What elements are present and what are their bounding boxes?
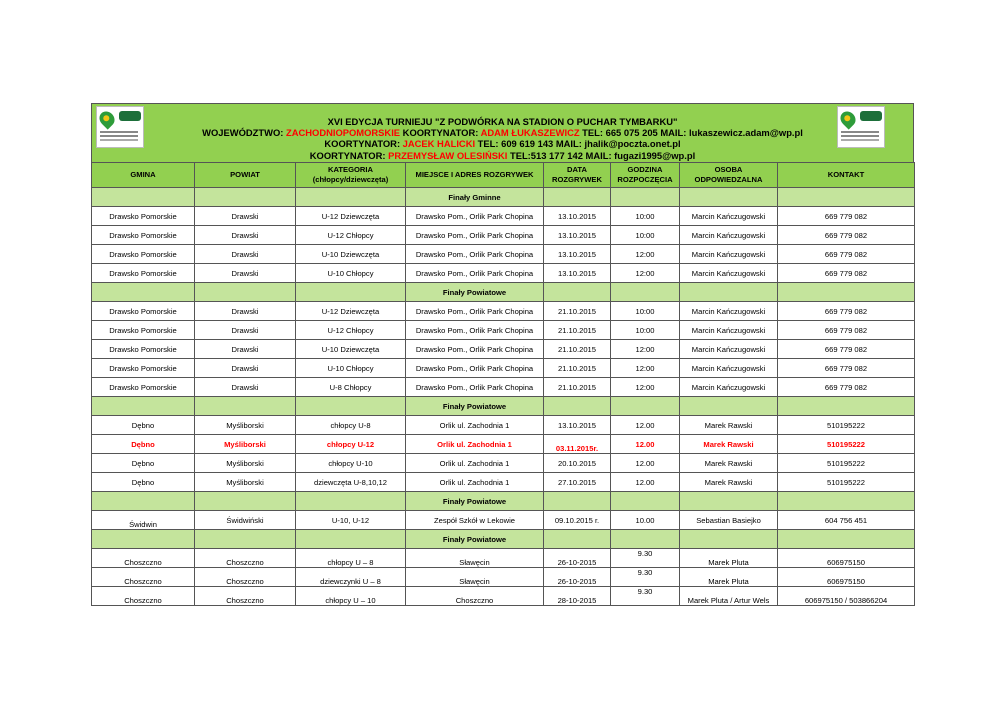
cell-data: 26-10-2015	[544, 568, 611, 587]
cell-powiat: Świdwiński	[195, 511, 296, 530]
cell-miejsce: Sławęcin	[406, 549, 544, 568]
cell-miejsce: Drawsko Pom., Orlik Park Chopina	[406, 226, 544, 245]
cell-osoba: Sebastian Basiejko	[680, 511, 778, 530]
section-empty-cell	[544, 188, 611, 207]
section-empty-cell	[544, 530, 611, 549]
cell-gmina: Choszczno	[92, 549, 195, 568]
cell-kategoria: U-8 Chłopcy	[296, 378, 406, 397]
cell-osoba: Marcin Kańczugowski	[680, 207, 778, 226]
column-header-kategoria	[296, 163, 406, 188]
section-empty-cell	[195, 530, 296, 549]
cell-data: 13.10.2015	[544, 226, 611, 245]
column-header-text: OSOBA	[714, 165, 743, 174]
column-header-text: KONTAKT	[827, 170, 865, 179]
cell-gmina: Drawsko Pomorskie	[92, 245, 195, 264]
cell-osoba: Marek Pluta	[680, 549, 778, 568]
cell-gmina: Choszczno	[92, 587, 195, 606]
cell-gmina: Drawsko Pomorskie	[92, 302, 195, 321]
cell-data: 28-10-2015	[544, 587, 611, 606]
column-header-text: DATA	[567, 165, 587, 174]
cell-kategoria: U-10 Chłopcy	[296, 359, 406, 378]
cell-gmina: Drawsko Pomorskie	[92, 207, 195, 226]
cell-kontakt: 510195222	[778, 473, 915, 492]
cell-data: 21.10.2015	[544, 340, 611, 359]
section-empty-cell	[680, 397, 778, 416]
cell-gmina: Dębno	[92, 473, 195, 492]
cell-data: 21.10.2015	[544, 302, 611, 321]
cell-powiat: Drawski	[195, 207, 296, 226]
section-empty-cell	[296, 530, 406, 549]
table-row	[92, 302, 915, 321]
schedule-sheet	[91, 103, 914, 606]
schedule-table	[91, 162, 915, 606]
cell-osoba: Marcin Kańczugowski	[680, 359, 778, 378]
cell-gmina: Drawsko Pomorskie	[92, 264, 195, 283]
section-row	[92, 188, 915, 207]
header-text: KOORTYNATOR:	[324, 138, 403, 149]
cell-kategoria: U-10, U-12	[296, 511, 406, 530]
cell-miejsce: Drawsko Pom., Orlik Park Chopina	[406, 378, 544, 397]
cell-miejsce: Orlik ul. Zachodnia 1	[406, 473, 544, 492]
cell-osoba: Marek Pluta	[680, 568, 778, 587]
cell-osoba: Marek Rawski	[680, 416, 778, 435]
cell-powiat: Drawski	[195, 302, 296, 321]
cell-kategoria: dziewczynki U – 8	[296, 568, 406, 587]
section-empty-cell	[92, 492, 195, 511]
column-header-subtext: ODPOWIEDZALNA	[694, 175, 763, 184]
section-label: Finały Powiatowe	[406, 530, 544, 549]
cell-data: 21.10.2015	[544, 321, 611, 340]
column-header-subtext: (chłopcy/dziewczęta)	[312, 175, 389, 184]
column-header-subtext: ROZGRYWEK	[552, 175, 602, 184]
cell-miejsce: Drawsko Pom., Orlik Park Chopina	[406, 264, 544, 283]
header-line-coordinator-3	[92, 150, 913, 161]
cell-kategoria: chłopcy U-8	[296, 416, 406, 435]
cell-kontakt: 510195222	[778, 454, 915, 473]
cell-godzina: 10:00	[611, 226, 680, 245]
section-empty-cell	[778, 530, 915, 549]
cell-powiat: Myśliborski	[195, 473, 296, 492]
cell-kategoria: U-10 Chłopcy	[296, 264, 406, 283]
column-header-text: KATEGORIA	[328, 165, 373, 174]
section-empty-cell	[611, 397, 680, 416]
section-empty-cell	[195, 188, 296, 207]
section-empty-cell	[544, 492, 611, 511]
cell-powiat: Myśliborski	[195, 416, 296, 435]
cell-miejsce: Sławęcin	[406, 568, 544, 587]
cell-gmina: Dębno	[92, 454, 195, 473]
cell-powiat: Drawski	[195, 359, 296, 378]
table-row	[92, 245, 915, 264]
cell-powiat: Drawski	[195, 245, 296, 264]
table-row	[92, 473, 915, 492]
table-row	[92, 226, 915, 245]
table-row	[92, 207, 915, 226]
coordinator-contact: TEL:513 177 142 MAIL: fugazi1995@wp.pl	[507, 150, 696, 161]
cell-kontakt: 669 779 082	[778, 226, 915, 245]
section-empty-cell	[680, 283, 778, 302]
cell-godzina: 12.00	[611, 473, 680, 492]
table-row	[92, 587, 915, 606]
cell-gmina: Drawsko Pomorskie	[92, 340, 195, 359]
cell-miejsce: Orlik ul. Zachodnia 1	[406, 416, 544, 435]
cell-kontakt: 669 779 082	[778, 207, 915, 226]
section-empty-cell	[92, 283, 195, 302]
section-empty-cell	[195, 492, 296, 511]
column-header-powiat	[195, 163, 296, 188]
cell-gmina: Drawsko Pomorskie	[92, 359, 195, 378]
coordinator-contact: TEL: 665 075 205 MAIL: lukaszewicz.adam@wp.pl	[579, 127, 803, 138]
section-empty-cell	[296, 188, 406, 207]
cell-data: 09.10.2015 r.	[544, 511, 611, 530]
cell-kontakt: 669 779 082	[778, 264, 915, 283]
cell-data: 27.10.2015	[544, 473, 611, 492]
coordinator-name: JACEK HALICKI	[402, 138, 476, 149]
section-row	[92, 492, 915, 511]
cell-kategoria: dziewczęta U-8,10,12	[296, 473, 406, 492]
cell-gmina: Choszczno	[92, 568, 195, 587]
cell-godzina: 9.30	[611, 568, 680, 587]
section-empty-cell	[92, 397, 195, 416]
cell-godzina: 12.00	[611, 416, 680, 435]
section-empty-cell	[195, 283, 296, 302]
cell-kategoria: U-10 Dziewczęta	[296, 340, 406, 359]
cell-powiat: Choszczno	[195, 568, 296, 587]
section-empty-cell	[778, 492, 915, 511]
cell-miejsce: Drawsko Pom., Orlik Park Chopina	[406, 302, 544, 321]
coordinator-name: ADAM ŁUKASZEWICZ	[480, 127, 580, 138]
section-label: Finały Powiatowe	[406, 283, 544, 302]
cell-powiat: Drawski	[195, 321, 296, 340]
cell-data: 13.10.2015	[544, 207, 611, 226]
cell-miejsce: Choszczno	[406, 587, 544, 606]
section-empty-cell	[296, 283, 406, 302]
section-empty-cell	[778, 283, 915, 302]
cell-godzina: 10:00	[611, 321, 680, 340]
cell-kontakt: 669 779 082	[778, 359, 915, 378]
column-header-data	[544, 163, 611, 188]
cell-osoba: Marek Rawski	[680, 454, 778, 473]
cell-gmina: Drawsko Pomorskie	[92, 378, 195, 397]
cell-powiat: Choszczno	[195, 587, 296, 606]
cell-miejsce: Drawsko Pom., Orlik Park Chopina	[406, 207, 544, 226]
cell-godzina: 9.30	[611, 549, 680, 568]
tournament-title: XVI EDYCJA TURNIEJU "Z PODWÓRKA NA STADION O PUCHAR TYMBARKU"	[327, 116, 678, 127]
voivodeship-name: ZACHODNIOPOMORSKIE	[285, 127, 401, 138]
table-row	[92, 511, 915, 530]
table-row	[92, 435, 915, 454]
section-empty-cell	[611, 188, 680, 207]
sheet-header	[91, 103, 914, 162]
header-text: WOJEWÓDZTWO:	[202, 127, 286, 138]
cell-godzina: 12:00	[611, 340, 680, 359]
section-empty-cell	[680, 530, 778, 549]
section-row	[92, 530, 915, 549]
column-header-subtext: ROZPOCZĘCIA	[617, 175, 673, 184]
cell-kategoria: U-10 Dziewczęta	[296, 245, 406, 264]
cell-powiat: Myśliborski	[195, 435, 296, 454]
section-empty-cell	[92, 530, 195, 549]
cell-data: 26-10-2015	[544, 549, 611, 568]
cell-data: 13.10.2015	[544, 264, 611, 283]
header-text: KOORTYNATOR:	[400, 127, 481, 138]
cell-powiat: Choszczno	[195, 549, 296, 568]
cell-data: 13.10.2015	[544, 245, 611, 264]
cell-osoba: Marcin Kańczugowski	[680, 245, 778, 264]
cell-godzina: 10:00	[611, 207, 680, 226]
table-row	[92, 378, 915, 397]
section-empty-cell	[680, 492, 778, 511]
cell-kontakt: 669 779 082	[778, 321, 915, 340]
section-empty-cell	[611, 283, 680, 302]
cell-godzina: 12.00	[611, 435, 680, 454]
table-row	[92, 549, 915, 568]
table-row	[92, 568, 915, 587]
table-row	[92, 321, 915, 340]
cell-osoba: Marcin Kańczugowski	[680, 226, 778, 245]
cell-osoba: Marcin Kańczugowski	[680, 378, 778, 397]
column-header-godzina	[611, 163, 680, 188]
cell-kontakt: 604 756 451	[778, 511, 915, 530]
section-empty-cell	[680, 188, 778, 207]
column-header-gmina	[92, 163, 195, 188]
section-empty-cell	[544, 397, 611, 416]
cell-miejsce: Drawsko Pom., Orlik Park Chopina	[406, 340, 544, 359]
section-label: Finały Gminne	[406, 188, 544, 207]
cell-kontakt: 606975150 / 503866204	[778, 587, 915, 606]
section-label: Finały Powiatowe	[406, 397, 544, 416]
cell-osoba: Marcin Kańczugowski	[680, 302, 778, 321]
cell-godzina: 10:00	[611, 302, 680, 321]
header-text: KOORTYNATOR:	[309, 150, 389, 161]
column-header-text: GODZINA	[627, 165, 663, 174]
cell-miejsce: Drawsko Pom., Orlik Park Chopina	[406, 245, 544, 264]
cell-miejsce: Orlik ul. Zachodnia 1	[406, 435, 544, 454]
cell-data: 13.10.2015	[544, 416, 611, 435]
cell-kategoria: U-12 Dziewczęta	[296, 302, 406, 321]
cell-kategoria: U-12 Dziewczęta	[296, 207, 406, 226]
cell-miejsce: Drawsko Pom., Orlik Park Chopina	[406, 321, 544, 340]
cell-godzina: 12:00	[611, 245, 680, 264]
coordinator-name: PRZEMYSŁAW OLESIŃSKI	[388, 150, 508, 161]
cell-godzina: 12:00	[611, 264, 680, 283]
section-row	[92, 283, 915, 302]
cell-kontakt: 669 779 082	[778, 302, 915, 321]
section-empty-cell	[296, 397, 406, 416]
cell-gmina: Drawsko Pomorskie	[92, 226, 195, 245]
section-empty-cell	[296, 492, 406, 511]
cell-gmina: Dębno	[92, 435, 195, 454]
section-empty-cell	[92, 188, 195, 207]
cell-godzina: 12.00	[611, 454, 680, 473]
section-empty-cell	[778, 397, 915, 416]
column-header-miejsce	[406, 163, 544, 188]
section-label: Finały Powiatowe	[406, 492, 544, 511]
cell-kontakt: 606975150	[778, 568, 915, 587]
section-empty-cell	[611, 530, 680, 549]
cell-gmina: Drawsko Pomorskie	[92, 321, 195, 340]
section-empty-cell	[778, 188, 915, 207]
cell-kontakt: 669 779 082	[778, 378, 915, 397]
cell-osoba: Marcin Kańczugowski	[680, 264, 778, 283]
cell-powiat: Drawski	[195, 378, 296, 397]
cell-osoba: Marek Rawski	[680, 473, 778, 492]
table-row	[92, 340, 915, 359]
cell-kategoria: chłopcy U – 10	[296, 587, 406, 606]
cell-data: 21.10.2015	[544, 359, 611, 378]
table-row	[92, 359, 915, 378]
cell-gmina: Dębno	[92, 416, 195, 435]
cell-data: 03.11.2015r.	[544, 435, 611, 454]
cell-powiat: Drawski	[195, 226, 296, 245]
table-row	[92, 454, 915, 473]
cell-godzina: 12:00	[611, 359, 680, 378]
cell-kontakt: 510195222	[778, 435, 915, 454]
header-line-voivodeship	[92, 127, 913, 138]
coordinator-contact: TEL: 609 619 143 MAIL: jhalik@poczta.onet.pl	[475, 138, 681, 149]
header-line-coordinator-2	[92, 138, 913, 149]
cell-kategoria: chłopcy U – 8	[296, 549, 406, 568]
column-header-text: POWIAT	[230, 170, 260, 179]
cell-data: 21.10.2015	[544, 378, 611, 397]
section-empty-cell	[195, 397, 296, 416]
cell-kontakt: 669 779 082	[778, 245, 915, 264]
cell-powiat: Myśliborski	[195, 454, 296, 473]
cell-powiat: Drawski	[195, 340, 296, 359]
table-row	[92, 416, 915, 435]
cell-kontakt: 606975150	[778, 549, 915, 568]
cell-powiat: Drawski	[195, 264, 296, 283]
cell-kategoria: chłopcy U-10	[296, 454, 406, 473]
section-empty-cell	[611, 492, 680, 511]
cell-kategoria: U-12 Chłopcy	[296, 321, 406, 340]
cell-kategoria: U-12 Chłopcy	[296, 226, 406, 245]
column-header-row	[92, 163, 915, 188]
cell-miejsce: Zespół Szkół w Lekowie	[406, 511, 544, 530]
cell-godzina: 12:00	[611, 378, 680, 397]
column-header-text: GMINA	[130, 170, 156, 179]
table-row	[92, 264, 915, 283]
cell-osoba: Marcin Kańczugowski	[680, 321, 778, 340]
cell-osoba: Marek Rawski	[680, 435, 778, 454]
cell-gmina: Świdwin	[92, 511, 195, 530]
cell-data: 20.10.2015	[544, 454, 611, 473]
cell-kategoria: chłopcy U-12	[296, 435, 406, 454]
cell-godzina: 9.30	[611, 587, 680, 606]
column-header-kontakt	[778, 163, 915, 188]
cell-godzina: 10.00	[611, 511, 680, 530]
cell-osoba: Marek Pluta / Artur Wels	[680, 587, 778, 606]
column-header-text: MIEJSCE I ADRES ROZGRYWEK	[415, 170, 534, 179]
section-empty-cell	[544, 283, 611, 302]
cell-miejsce: Orlik ul. Zachodnia 1	[406, 454, 544, 473]
cell-kontakt: 669 779 082	[778, 340, 915, 359]
section-row	[92, 397, 915, 416]
cell-osoba: Marcin Kańczugowski	[680, 340, 778, 359]
cell-kontakt: 510195222	[778, 416, 915, 435]
cell-miejsce: Drawsko Pom., Orlik Park Chopina	[406, 359, 544, 378]
column-header-osoba	[680, 163, 778, 188]
